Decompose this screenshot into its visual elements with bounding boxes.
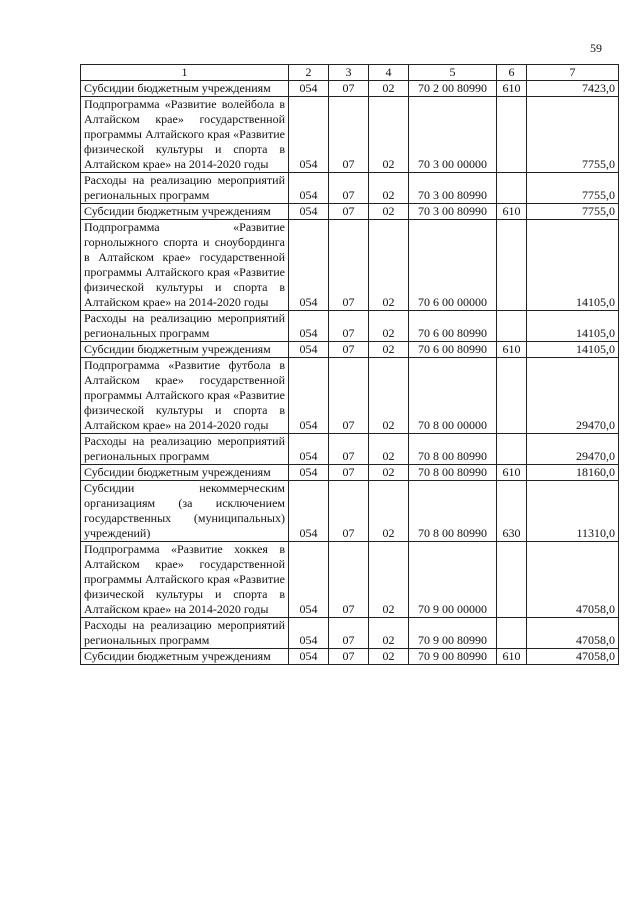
ministry-code: 054 <box>289 649 329 665</box>
column-header: 7 <box>527 65 619 81</box>
amount: 14105,0 <box>527 220 619 311</box>
subsection-code: 02 <box>369 649 409 665</box>
row-name: Подпрограмма «Развитие горнолыжного спорта и сноубординга в Алтайском крае» государственной программы Алтайского края «Развитие физической культуры и спорта в Алтайском крае» на 2014-2020 годы <box>81 220 289 311</box>
amount: 7755,0 <box>527 97 619 173</box>
section-code: 07 <box>329 434 369 465</box>
row-name: Субсидии бюджетным учреждениям <box>81 342 289 358</box>
subsection-code: 02 <box>369 618 409 649</box>
subsection-code: 02 <box>369 434 409 465</box>
column-header: 4 <box>369 65 409 81</box>
expense-type <box>497 97 527 173</box>
amount: 29470,0 <box>527 358 619 434</box>
row-name: Расходы на реализацию мероприятий региональных программ <box>81 618 289 649</box>
target-article: 70 2 00 80990 <box>409 81 497 97</box>
table-row <box>81 342 619 358</box>
column-header: 3 <box>329 65 369 81</box>
expense-type <box>497 434 527 465</box>
subsection-code: 02 <box>369 311 409 342</box>
expense-type: 610 <box>497 342 527 358</box>
target-article: 70 6 00 80990 <box>409 342 497 358</box>
row-name: Субсидии бюджетным учреждениям <box>81 649 289 665</box>
amount: 18160,0 <box>527 465 619 481</box>
section-code: 07 <box>329 465 369 481</box>
table-row <box>81 649 619 665</box>
ministry-code: 054 <box>289 97 329 173</box>
target-article: 70 6 00 00000 <box>409 220 497 311</box>
subsection-code: 02 <box>369 173 409 204</box>
row-name: Субсидии бюджетным учреждениям <box>81 465 289 481</box>
page-number: 59 <box>590 41 602 55</box>
ministry-code: 054 <box>289 618 329 649</box>
table-row <box>81 358 619 434</box>
subsection-code: 02 <box>369 220 409 311</box>
column-header: 5 <box>409 65 497 81</box>
column-header: 6 <box>497 65 527 81</box>
row-name: Субсидии некоммерческим организациям (за исключением государственных (муниципальных) учреждений) <box>81 481 289 542</box>
ministry-code: 054 <box>289 204 329 220</box>
target-article: 70 9 00 80990 <box>409 649 497 665</box>
target-article: 70 8 00 80990 <box>409 434 497 465</box>
table-row <box>81 204 619 220</box>
row-name: Расходы на реализацию мероприятий региональных программ <box>81 173 289 204</box>
section-code: 07 <box>329 97 369 173</box>
section-code: 07 <box>329 204 369 220</box>
subsection-code: 02 <box>369 542 409 618</box>
row-name: Подпрограмма «Развитие хоккея в Алтайском крае» государственной программы Алтайского края «Развитие физической культуры и спорта в Алтайском крае» на 2014-2020 годы <box>81 542 289 618</box>
target-article: 70 8 00 00000 <box>409 358 497 434</box>
row-name: Расходы на реализацию мероприятий региональных программ <box>81 311 289 342</box>
expense-type <box>497 542 527 618</box>
target-article: 70 6 00 80990 <box>409 311 497 342</box>
table-row <box>81 81 619 97</box>
target-article: 70 3 00 00000 <box>409 97 497 173</box>
target-article: 70 3 00 80990 <box>409 204 497 220</box>
header-row <box>81 65 619 81</box>
target-article: 70 9 00 80990 <box>409 618 497 649</box>
amount: 7423,0 <box>527 81 619 97</box>
target-article: 70 3 00 80990 <box>409 173 497 204</box>
expense-type: 610 <box>497 81 527 97</box>
row-name: Субсидии бюджетным учреждениям <box>81 81 289 97</box>
expense-type: 630 <box>497 481 527 542</box>
table-row <box>81 220 619 311</box>
ministry-code: 054 <box>289 542 329 618</box>
ministry-code: 054 <box>289 465 329 481</box>
amount: 7755,0 <box>527 173 619 204</box>
subsection-code: 02 <box>369 81 409 97</box>
expense-type <box>497 358 527 434</box>
ministry-code: 054 <box>289 311 329 342</box>
expense-type <box>497 173 527 204</box>
amount: 47058,0 <box>527 618 619 649</box>
section-code: 07 <box>329 342 369 358</box>
section-code: 07 <box>329 173 369 204</box>
subsection-code: 02 <box>369 465 409 481</box>
amount: 47058,0 <box>527 542 619 618</box>
table-row <box>81 97 619 173</box>
target-article: 70 8 00 80990 <box>409 481 497 542</box>
section-code: 07 <box>329 311 369 342</box>
section-code: 07 <box>329 481 369 542</box>
row-name: Подпрограмма «Развитие волейбола в Алтайском крае» государственной программы Алтайского края «Развитие физической культуры и спорта в Алтайском крае» на 2014-2020 годы <box>81 97 289 173</box>
expense-type <box>497 618 527 649</box>
section-code: 07 <box>329 81 369 97</box>
table-row <box>81 618 619 649</box>
section-code: 07 <box>329 358 369 434</box>
subsection-code: 02 <box>369 358 409 434</box>
table-row <box>81 434 619 465</box>
row-name: Субсидии бюджетным учреждениям <box>81 204 289 220</box>
subsection-code: 02 <box>369 481 409 542</box>
ministry-code: 054 <box>289 342 329 358</box>
table-row <box>81 481 619 542</box>
target-article: 70 8 00 80990 <box>409 465 497 481</box>
ministry-code: 054 <box>289 434 329 465</box>
expense-type <box>497 311 527 342</box>
amount: 47058,0 <box>527 649 619 665</box>
table-row <box>81 173 619 204</box>
subsection-code: 02 <box>369 342 409 358</box>
section-code: 07 <box>329 649 369 665</box>
ministry-code: 054 <box>289 358 329 434</box>
subsection-code: 02 <box>369 97 409 173</box>
ministry-code: 054 <box>289 81 329 97</box>
section-code: 07 <box>329 542 369 618</box>
subsection-code: 02 <box>369 204 409 220</box>
section-code: 07 <box>329 220 369 311</box>
table-row <box>81 311 619 342</box>
expense-type: 610 <box>497 204 527 220</box>
expense-type: 610 <box>497 649 527 665</box>
row-name: Подпрограмма «Развитие футбола в Алтайском крае» государственной программы Алтайского края «Развитие физической культуры и спорта в Алтайском крае» на 2014-2020 годы <box>81 358 289 434</box>
column-header: 1 <box>81 65 289 81</box>
amount: 7755,0 <box>527 204 619 220</box>
amount: 29470,0 <box>527 434 619 465</box>
column-header: 2 <box>289 65 329 81</box>
amount: 11310,0 <box>527 481 619 542</box>
expense-type: 610 <box>497 465 527 481</box>
budget-table <box>80 64 619 665</box>
target-article: 70 9 00 00000 <box>409 542 497 618</box>
section-code: 07 <box>329 618 369 649</box>
ministry-code: 054 <box>289 220 329 311</box>
ministry-code: 054 <box>289 481 329 542</box>
amount: 14105,0 <box>527 311 619 342</box>
amount: 14105,0 <box>527 342 619 358</box>
expense-type <box>497 220 527 311</box>
table-row <box>81 465 619 481</box>
row-name: Расходы на реализацию мероприятий региональных программ <box>81 434 289 465</box>
ministry-code: 054 <box>289 173 329 204</box>
table-row <box>81 542 619 618</box>
